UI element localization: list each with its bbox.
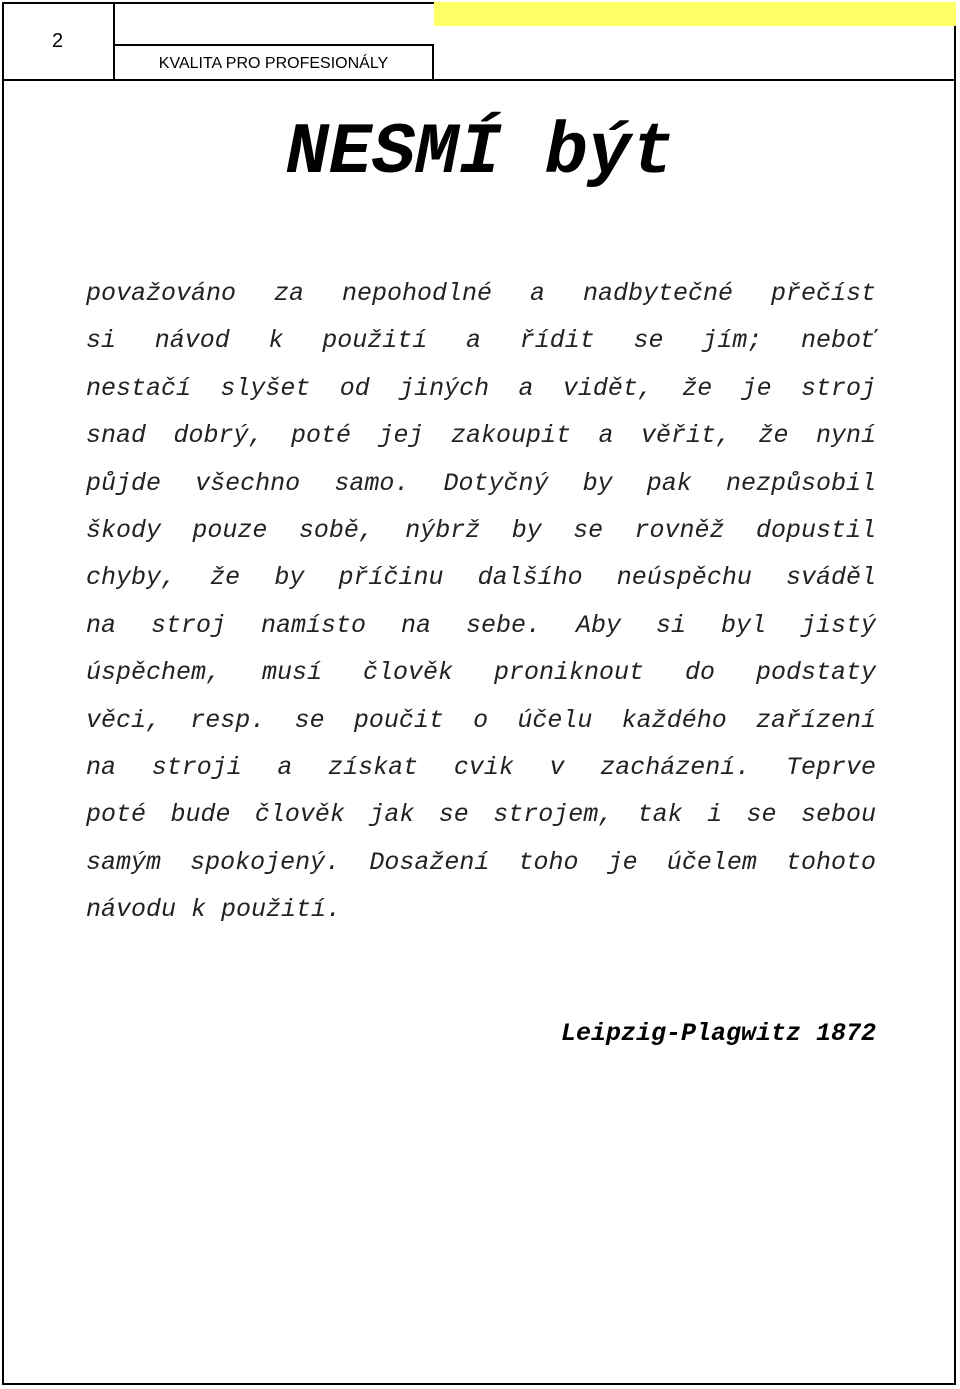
body-line: samým spokojený. Dosažení toho je účelem tohoto	[86, 847, 876, 877]
page-number: 2	[2, 2, 115, 81]
page-headline: NESMÍ být	[285, 112, 675, 194]
signature: Leipzig-Plagwitz 1872	[560, 1019, 876, 1048]
body-line: si návod k použití a řídit se jím; neboť	[86, 326, 876, 356]
section-title: KVALITA PRO PROFESIONÁLY	[115, 44, 434, 81]
body-line: půjde všechno samo. Dotyčný by pak nezpůsobil	[86, 468, 876, 498]
body-line: nestačí slyšet od jiných a vidět, že je stroj	[86, 373, 876, 403]
body-line: škody pouze sobě, nýbrž by se rovněž dopustil	[86, 516, 876, 546]
body-line: věci, resp. se poučit o účelu každého zařízení	[86, 705, 876, 735]
body-line: úspěchem, musí člověk proniknout do podstaty	[86, 658, 876, 688]
yellow-accent-strip	[434, 2, 956, 26]
body-line: snad dobrý, poté jej zakoupit a věřit, že nyní	[86, 421, 876, 451]
body-line: na stroj namísto na sebe. Aby si byl jistý	[86, 610, 876, 640]
body-line: na stroji a získat cvik v zacházení. Teprve	[86, 753, 876, 783]
body-paragraph	[86, 270, 876, 934]
body-line: poté bude člověk jak se strojem, tak i se sebou	[86, 800, 876, 830]
body-line: návodu k použití.	[86, 895, 342, 925]
body-line: chyby, že by příčinu dalšího neúspěchu sváděl	[86, 563, 876, 593]
body-line: považováno za nepohodlné a nadbytečné přečíst	[86, 279, 876, 308]
